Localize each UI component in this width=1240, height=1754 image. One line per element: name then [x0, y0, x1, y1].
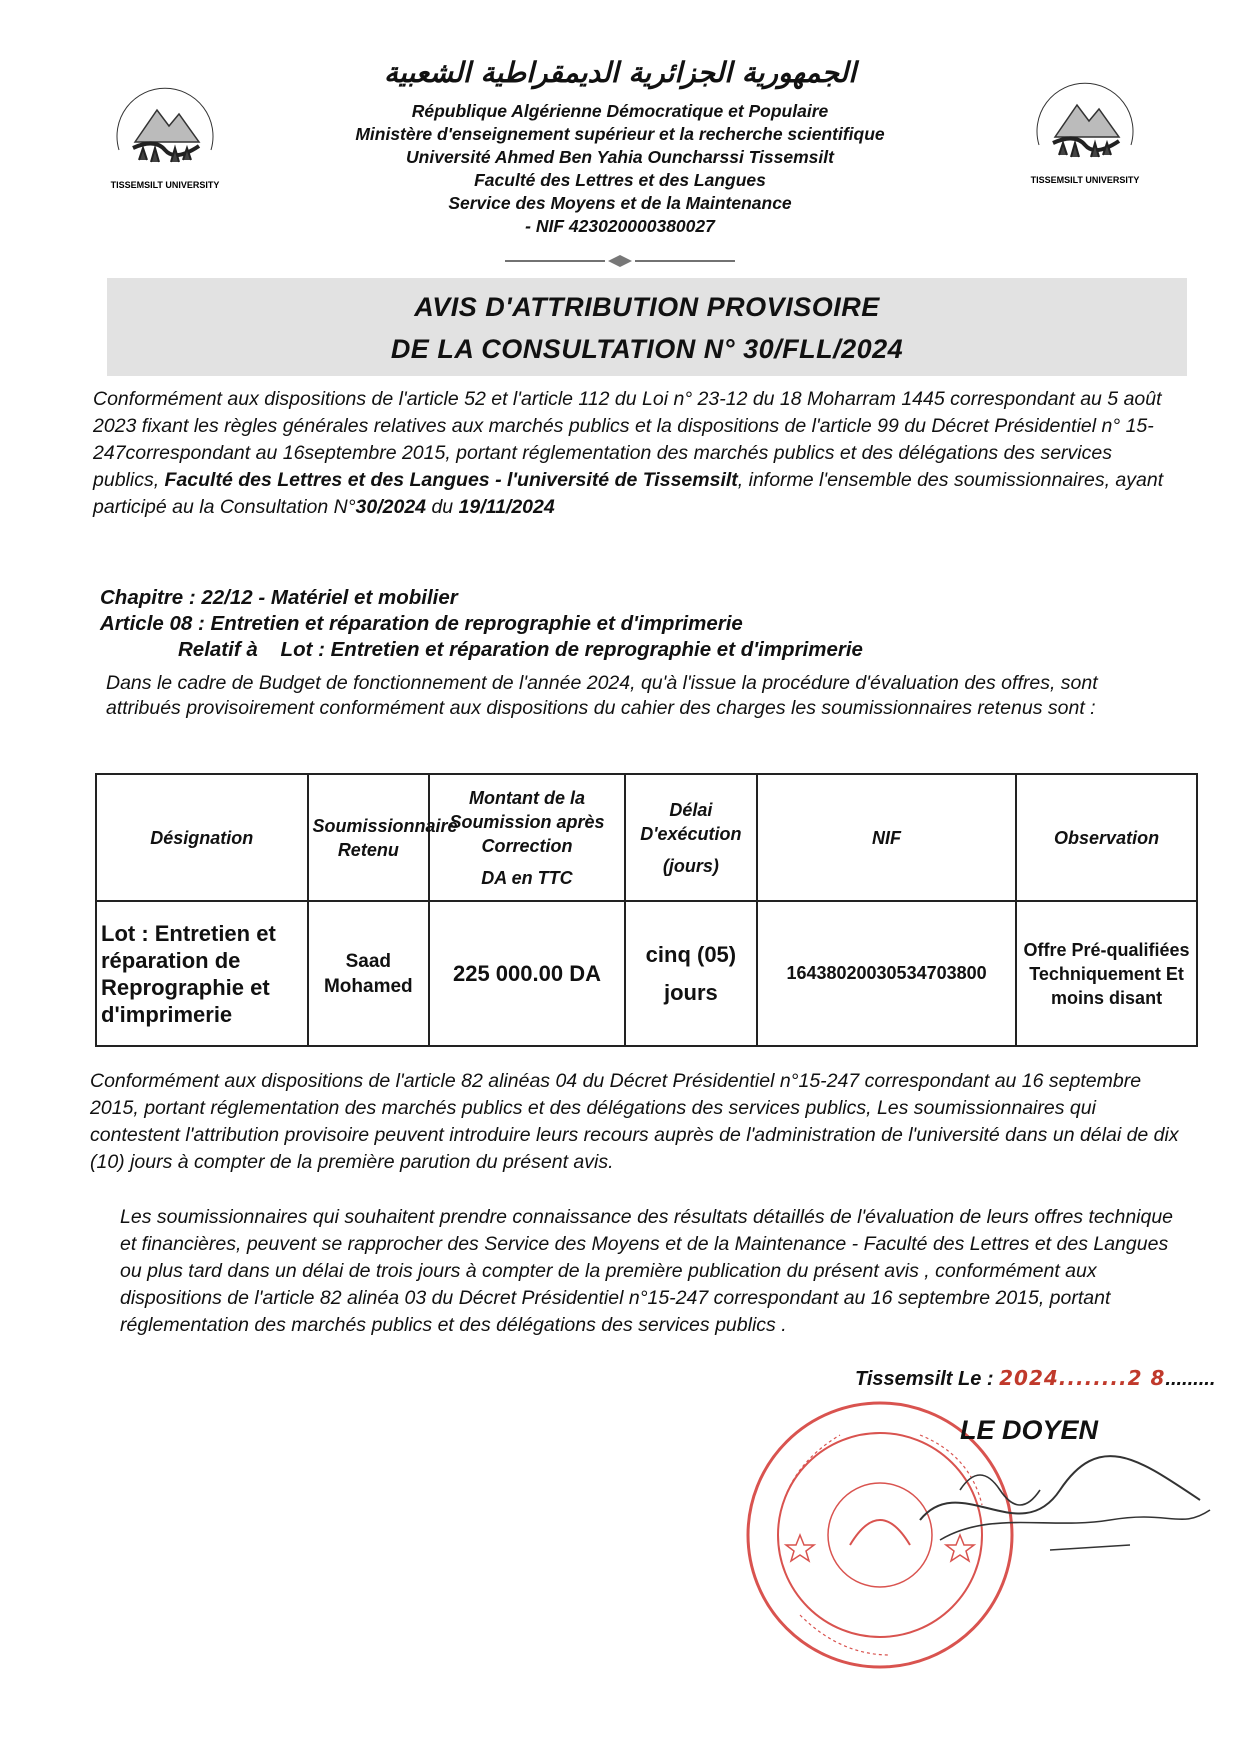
header-montant: [429, 774, 625, 901]
university-logo-right: [1025, 75, 1145, 195]
consultation-number: 30/2024: [355, 496, 427, 518]
header-montant-unit: DA en TTC: [481, 867, 573, 888]
title-line-1: AVIS D'ATTRIBUTION PROVISOIRE: [414, 292, 880, 322]
header-ornament: [505, 254, 735, 266]
relatif-label: Relatif à: [178, 638, 258, 661]
cell-designation: Lot : Entretien et réparation de Reprographie et d'imprimerie: [96, 901, 308, 1046]
header-line: Université Ahmed Ben Yahia Ouncharssi Tissemsilt: [406, 147, 834, 167]
intro-text: , informe l'ensemble des soumissionnaires, ayant participé au la Consultation N°: [93, 469, 1164, 518]
chapter-block: [100, 585, 863, 663]
article-line: Article 08 : Entretien et réparation de reprographie et d'imprimerie: [100, 612, 743, 635]
header-delai-unit: (jours): [662, 855, 719, 876]
results-paragraph: Les soumissionnaires qui souhaitent prendre connaissance des résultats détaillés de l'évaluation de leurs offres technique et financières, peuvent se rapprocher des Service des Moyens et de la Maintenance - Faculté des Lettres et des Langues ou plus tard dans un délai de trois jours à compter de la première publication du présent avis , conformément aux dispositions de l'article 82 alinéa 03 du Décret Présidentiel n°15-247 correspondant au 16 septembre 2015, portant réglementation des marchés publics et des délégations des services publics .: [120, 1206, 1174, 1336]
header-observation: Observation: [1016, 774, 1197, 901]
intro-text: du: [426, 496, 459, 518]
header-line: Faculté des Lettres et des Langues: [474, 170, 766, 190]
header-nif: NIF: [757, 774, 1016, 901]
budget-paragraph: Dans le cadre de Budget de fonctionnement de l'année 2024, qu'à l'issue la procédure d'évaluation des offres, sont attribués provisoirement conformément aux dispositions du cahier des charges les soumissionnaires retenus sont :: [106, 672, 1098, 719]
header-montant-label: Montant de la Soumission après Correction: [449, 787, 605, 856]
date-dots: .........: [1165, 1368, 1216, 1390]
university-logo-left: [105, 80, 225, 200]
intro-paragraph: [93, 386, 1173, 521]
svg-text:TISSEMSILT UNIVERSITY: TISSEMSILT UNIVERSITY: [110, 180, 220, 190]
recourse-paragraph: Conformément aux dispositions de l'article 82 alinéas 04 du Décret Présidentiel n°15-247 correspondant au 16 septembre 2015, portant réglementation des marchés publics et des délégations des services publics, Les soumissionnaires qui contestent l'attribution provisoire peuvent introduire leurs recours auprès de l'administration de l'université dans un délai de dix (10) jours à compter de la première parution du présent avis.: [90, 1070, 1179, 1173]
header-line: Service des Moyens et de la Maintenance: [448, 193, 792, 213]
header-designation: Désignation: [96, 774, 308, 901]
consultation-date: 19/11/2024: [458, 496, 555, 518]
title-line-2: DE LA CONSULTATION N° 30/FLL/2024: [390, 334, 904, 364]
cell-soumissionnaire: Saad Mohamed: [308, 901, 430, 1046]
faculty-name: Faculté des Lettres et des Langues - l'université de Tissemsilt: [164, 469, 738, 491]
svg-text:TISSEMSILT UNIVERSITY: TISSEMSILT UNIVERSITY: [1030, 175, 1140, 185]
handwritten-signature: [900, 1430, 1220, 1570]
relatif-line: [100, 637, 863, 663]
intro-separator: ,: [153, 469, 165, 491]
cell-montant: 225 000.00 DA: [429, 901, 625, 1046]
cell-observation: Offre Pré-qualifiées Techniquement Et moins disant: [1016, 901, 1197, 1046]
date-line: [855, 1366, 1215, 1391]
cell-delai: cinq (05) jours: [625, 901, 757, 1046]
lot-label: Lot : Entretien et réparation de reprographie et d'imprimerie: [280, 638, 863, 661]
date-value: 2024........2 8: [999, 1366, 1166, 1390]
chapter-line: Chapitre : 22/12 - Matériel et mobilier: [100, 586, 458, 609]
header-line: - NIF 423020000380027: [525, 216, 715, 236]
header-delai: [625, 774, 757, 901]
header-line: Ministère d'enseignement supérieur et la recherche scientifique: [355, 124, 885, 144]
date-label: Tissemsilt Le :: [855, 1368, 994, 1390]
cell-nif: 16438020030534703800: [757, 901, 1016, 1046]
arabic-republic-title: الجمهورية الجزائرية الديمقراطية الشعبية: [383, 56, 856, 89]
doyen-title: LE DOYEN: [960, 1415, 1099, 1445]
document-title: [107, 286, 1187, 370]
intro-text: Conformément aux dispositions de l'article 52 et l'article 112 du Loi n° 23-12 du 18 Moharram 1445 correspondant au 5 août 2023 fixant les règles générales relatives aux marchés publics et la dispositions de l'article 99 du Décret Présidentiel n° 15- 247correspondant au 16septembre 2015, portant réglementation des marchés publics et des délégations des services publics: [93, 388, 1162, 491]
table-row: [96, 901, 1197, 1046]
attribution-table: [95, 773, 1198, 1047]
header-line: République Algérienne Démocratique et Populaire: [411, 101, 829, 121]
institution-header: [270, 100, 970, 238]
table-header-row: [96, 774, 1197, 901]
header-delai-label: Délai D'exécution: [640, 799, 742, 844]
header-soumissionnaire: Soumissionnaire Retenu: [308, 774, 430, 901]
